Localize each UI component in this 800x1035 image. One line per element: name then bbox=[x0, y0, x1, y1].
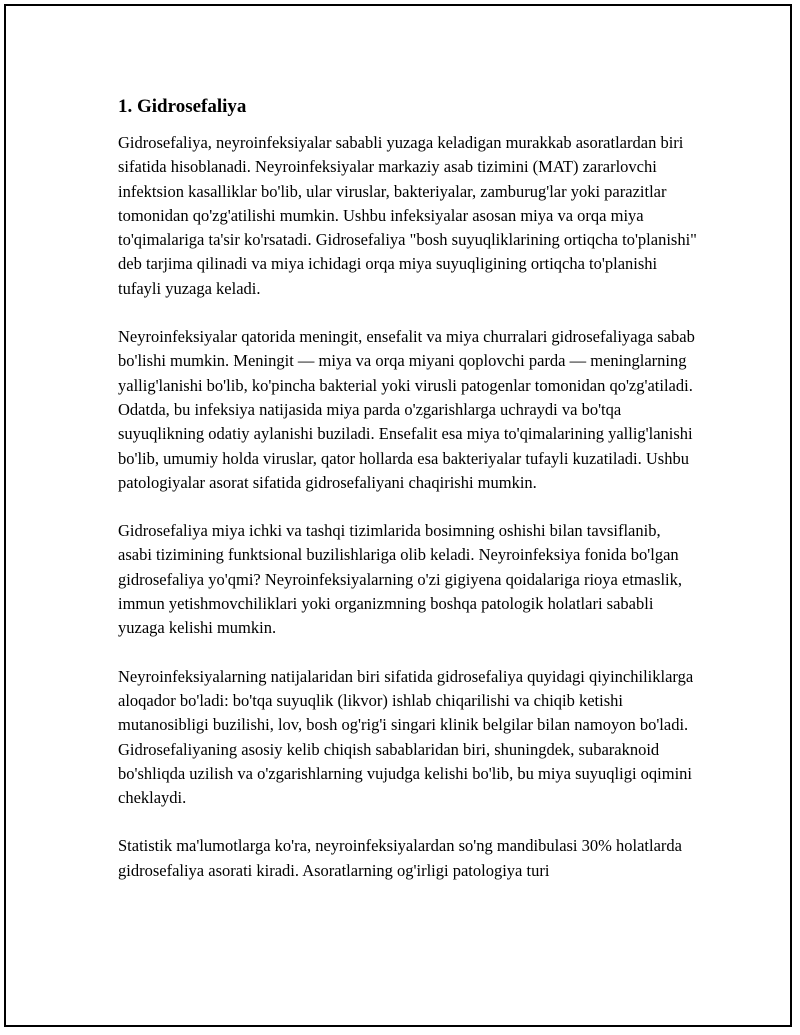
section-heading: 1. Gidrosefaliya bbox=[118, 96, 247, 117]
document-body bbox=[118, 95, 698, 907]
paragraph-3: Gidrosefaliya miya ichki va tashqi tizimlarida bosimning oshishi bilan tavsiflanib, asabi tizimining funktsional buzilishlariga olib keladi. Neyroinfeksiya fonida bo'lgan gidrosefaliya yo'qmi? Neyroinfeksiyalarning o'zi gigiyena qoidalariga rioya etmaslik, immun yetishmovchiliklari yoki organizmning boshqa patologik holatlari sababli yuzaga kelishi mumkin. bbox=[118, 521, 683, 638]
paragraph-5: Statistik ma'lumotlarga ko'ra, neyroinfeksiyalardan so'ng mandibulasi 30% holatlarda gidrosefaliya asorati kiradi. Asoratlarning og'irligi patologiya turi bbox=[118, 836, 682, 880]
paragraph-1: Gidrosefaliya, neyroinfeksiyalar sababli yuzaga keladigan murakkab asoratlardan biri sifatida hisoblanadi. Neyroinfeksiyalar markaziy asab tizimini (MAT) zararlovchi infektsion kasalliklar bo'lib, ular viruslar, bakteriyalar, zamburug'lar yoki parazitlar tomonidan qo'zg'atilishi mumkin. Ushbu infeksiyalar asosan miya va orqa miya to'qimalariga ta'sir ko'rsatadi. Gidrosefaliya "bosh suyuqliklarining ortiqcha to'planishi" deb tarjima qilinadi va miya ichidagi orqa miya suyuqligining ortiqcha to'planishi tufayli yuzaga keladi. bbox=[118, 133, 697, 298]
paragraph-4: Neyroinfeksiyalarning natijalaridan biri sifatida gidrosefaliya quyidagi qiyinchiliklarga aloqador bo'ladi: bo'tqa suyuqlik (likvor) ishlab chiqarilishi va chiqib ketishi mutanosibligi buzilishi, lov, bosh og'rig'i singari klinik belgilar bilan namoyon bo'ladi. Gidrosefaliyaning asosiy kelib chiqish sabablaridan biri, shuningdek, subaraknoid bo'shliqda uzilish va o'zgarishlarning vujudga kelishi bo'lib, bu miya suyuqligi oqimini cheklaydi. bbox=[118, 666, 694, 808]
paragraph-2: Neyroinfeksiyalar qatorida meningit, ensefalit va miya churralari gidrosefaliyaga sabab bo'lishi mumkin. Meningit — miya va orqa miyani qoplovchi parda — meninglarning yallig'lanishi bo'lib, ko'pincha bakterial yoki virusli patogenlar tomonidan qo'zg'atiladi. Odatda, bu infeksiya natijasida miya parda o'zgarishlarga uchraydi va bo'tqa suyuqlikning odatiy aylanishi buziladi. Ensefalit esa miya to'qimalarining yallig'lanishi bo'lib, umumiy holda viruslar, qator hollarda esa bakteriyalar tufayli kuzatiladi. Ushbu patologiyalar asorat sifatida gidrosefaliyani chaqirishi mumkin. bbox=[118, 327, 695, 492]
